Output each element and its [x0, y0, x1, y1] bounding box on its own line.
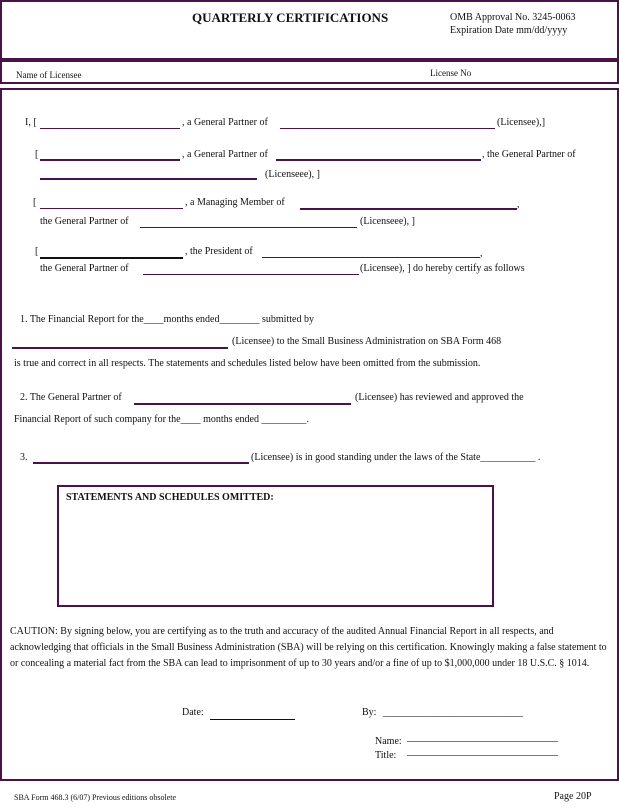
member-field[interactable] [300, 208, 517, 210]
by-label: By: [362, 707, 377, 718]
name-field[interactable] [40, 128, 180, 129]
page-number: Page 20P [554, 791, 592, 802]
intro-text: , a General Partner of [182, 149, 268, 160]
licensee-field[interactable] [12, 347, 228, 349]
item3-text: (Licensee) is in good standing under the laws of the State___________ . [251, 452, 541, 463]
form-title: QUARTERLY CERTIFICATIONS [192, 10, 389, 25]
item2-text: Financial Report of such company for the____ months ended _________. [14, 414, 309, 425]
omb-approval: OMB Approval No. 3245-0063 [450, 12, 576, 23]
intro-text: , [480, 248, 483, 259]
omitted-box-title: STATEMENTS AND SCHEDULES OMITTED: [66, 492, 274, 503]
intro-text: (Licenseee), ] [265, 169, 320, 180]
item1-text: (Licensee) to the Small Business Administration on SBA Form 468 [232, 336, 502, 347]
item1-text: 1. The Financial Report for the____months ended________ submitted by [20, 314, 314, 325]
partner-field[interactable] [276, 159, 481, 161]
intro-text: , a Managing Member of [185, 197, 285, 208]
licensee-bar [0, 60, 619, 84]
licensee-field[interactable] [280, 128, 495, 129]
name-of-licensee-label: Name of Licensee [16, 70, 82, 80]
item2-text: 2. The General Partner of [20, 392, 122, 403]
intro-text: (Licensee), ] do hereby certify as follows [360, 263, 525, 274]
item2-text: (Licensee) has reviewed and approved the [355, 392, 524, 403]
license-no-label: License No [430, 68, 472, 78]
intro-text: , the General Partner of [482, 149, 576, 160]
date-label: Date: [182, 707, 204, 718]
caution-text: CAUTION: By signing below, you are certifying as to the truth and accuracy of the audited Annual Financial Report in all respects, and acknowledging that officials in the Small Business Administration (SBA) will be relying on this certification. Knowingly making a false statement to or concealing a material fact from the SBA can lead to imprisonment of up to 30 years and/or a fine of up to $1,000,000 under 18 U.S.C. § 1014. [10, 626, 607, 669]
title-label: Title: [375, 750, 397, 761]
name-field[interactable] [407, 741, 558, 742]
intro-text: , [517, 199, 520, 210]
licensee-field[interactable] [33, 462, 249, 464]
licensee-field[interactable] [143, 274, 359, 275]
name-field[interactable] [40, 208, 183, 209]
intro-text: the General Partner of [40, 263, 129, 274]
form-number: SBA Form 468.3 (6/07) Previous editions obsolete [14, 793, 176, 802]
title-field[interactable] [407, 755, 558, 756]
date-field[interactable] [210, 719, 295, 720]
name-field[interactable] [40, 257, 183, 259]
licensee-field[interactable] [40, 178, 257, 180]
intro-text: [ [35, 246, 39, 257]
signature-field[interactable]: _______________________________ [383, 707, 523, 718]
licensee-field[interactable] [140, 227, 357, 228]
intro-text: I, [ [25, 117, 37, 128]
intro-text: , the President of [185, 246, 253, 257]
expiration-date: Expiration Date mm/dd/yyyy [450, 25, 568, 36]
intro-text: [ [33, 197, 37, 208]
name-label: Name: [375, 736, 402, 747]
intro-text: [ [35, 149, 39, 160]
name-field[interactable] [40, 159, 180, 161]
partner-field[interactable] [134, 403, 351, 405]
company-field[interactable] [262, 257, 480, 258]
intro-text: (Licensee),] [497, 117, 546, 128]
certification-box [0, 88, 619, 781]
intro-text: the General Partner of [40, 216, 129, 227]
item3-number: 3. [20, 452, 28, 463]
item1-text: is true and correct in all respects. The statements and schedules listed below have been omitted from the submission. [14, 358, 481, 369]
intro-text: (Licenseee), ] [360, 216, 415, 227]
intro-text: , a General Partner of [182, 117, 268, 128]
